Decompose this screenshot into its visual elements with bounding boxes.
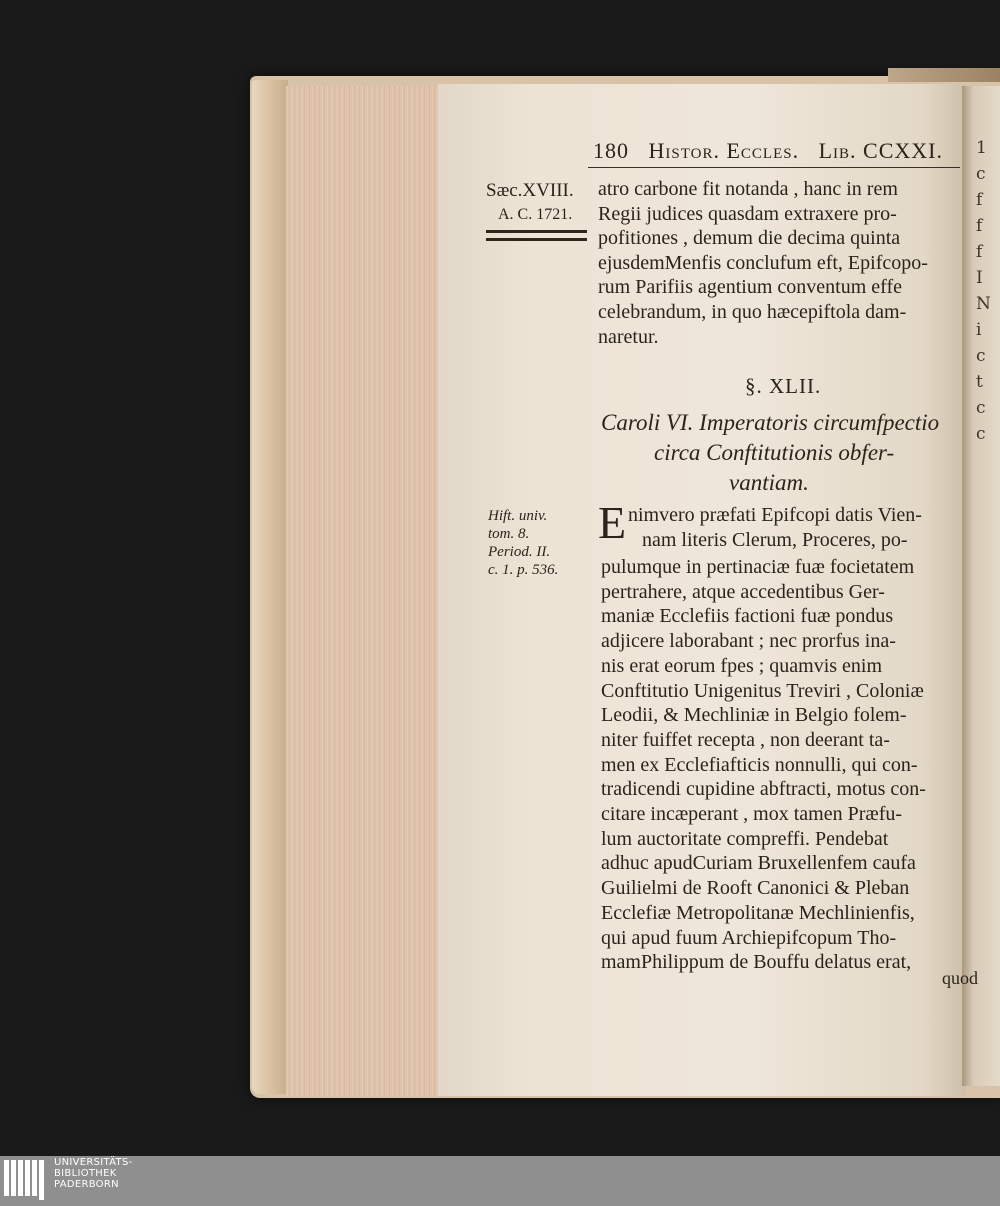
drop-cap: E: [598, 497, 627, 548]
page-edges: [286, 86, 439, 1096]
next-page-top-edge: [888, 68, 1000, 82]
body-line: atro carbone fit notanda , hanc in rem: [598, 178, 898, 200]
body-line: naretur.: [598, 325, 659, 348]
body-line: mamPhilippum de Bouffu delatus erat,: [601, 951, 912, 974]
footer-band: [0, 1156, 1000, 1206]
facing-page-letter: 1: [976, 138, 987, 158]
body-line: celebrandum, in quo hæcepiftola dam-: [598, 301, 907, 323]
facing-page-letter: c: [976, 346, 986, 366]
facing-page-letter: N: [976, 294, 991, 314]
body-line: ejusdemMenfis conclufum eft, Epifcopo-: [598, 251, 928, 274]
logo-bar: [4, 1160, 9, 1196]
margin-note-line: c. 1. p. 536.: [488, 562, 559, 578]
body-line: adhuc apudCuriam Bruxellenfem caufa: [601, 852, 916, 875]
facing-page-letter: t: [976, 372, 983, 392]
margin-note-line: tom. 8.: [488, 526, 530, 542]
facing-page-letter: i: [976, 320, 982, 340]
facing-page-letter: c: [976, 398, 986, 418]
logo-bar: [32, 1160, 37, 1196]
section-number: §. XLII.: [745, 374, 822, 398]
logo-bar: [39, 1160, 44, 1200]
facing-page-letter: c: [976, 424, 986, 444]
facing-page-letter: f: [976, 216, 983, 236]
body-line: nimvero præfati Epifcopi datis Vien-: [628, 504, 922, 526]
logo-bar: [25, 1160, 30, 1196]
margin-rule-upper: [486, 230, 587, 233]
section-title-line-3: vantiam.: [729, 470, 809, 495]
facing-page-letter: c: [976, 164, 986, 184]
library-name-line-2: BIBLIOTHEK: [54, 1168, 117, 1179]
margin-saeculum: Sæc.XVIII.: [486, 180, 574, 201]
body-line: Guilielmi de Rooft Canonici & Pleban: [601, 877, 910, 900]
body-line: adjicere laborabant ; nec prorfus ina-: [601, 630, 896, 653]
body-line: tradicendi cupidine abftracti, motus con-: [601, 778, 926, 801]
body-line: lum auctoritate compreffi. Pendebat: [601, 827, 889, 850]
section-title-line-2: circa Conftitutionis obfer-: [654, 440, 895, 465]
library-name-line-3: PADERBORN: [54, 1179, 119, 1190]
header-rule: [588, 167, 960, 168]
margin-year: A. C. 1721.: [498, 206, 573, 223]
section-title-line-1: Caroli VI. Imperatoris circumfpectio: [601, 410, 940, 435]
margin-note-line: Hift. univ.: [488, 508, 548, 524]
body-line: nam literis Clerum, Proceres, po-: [642, 528, 908, 551]
logo-bar: [18, 1160, 23, 1196]
body-line: pofitiones , demum die decima quinta: [598, 227, 901, 250]
library-name-line-1: UNIVERSITÄTS-: [54, 1157, 133, 1168]
body-line: Ecclefiæ Metropolitanæ Mechlinienfis,: [601, 901, 915, 924]
margin-rule-lower: [486, 238, 587, 241]
body-line: maniæ Ecclefiis factioni fuæ pondus: [601, 605, 894, 628]
body-line: rum Parifiis agentium conventum effe: [598, 276, 902, 299]
body-line: Regii judices quasdam extraxere pro-: [598, 202, 897, 225]
logo-bar: [11, 1160, 16, 1196]
body-line: Leodii, & Mechliniæ in Belgio folem-: [601, 704, 907, 727]
body-line: citare incæperant , mox tamen Præfu-: [601, 803, 903, 825]
facing-page-letter: I: [976, 268, 983, 288]
body-line: niter fuiffet recepta , non deerant ta-: [601, 728, 890, 751]
body-line: pertrahere, atque accedentibus Ger-: [601, 580, 885, 603]
body-line: Conftitutio Unigenitus Treviri , Coloniæ: [601, 679, 924, 702]
book-number: Lib. CCXXI.: [818, 138, 943, 163]
body-line: men ex Ecclefiafticis nonnulli, qui con-: [601, 753, 918, 776]
facing-page-edge: [962, 86, 1000, 1086]
running-header: [593, 138, 943, 164]
body-line: pulumque in pertinaciæ fuæ focietatem: [601, 556, 915, 578]
facing-page-letter: f: [976, 190, 983, 210]
running-title: Histor. Eccles.: [648, 138, 800, 163]
body-line: qui apud fuum Archiepifcopum Tho-: [601, 926, 897, 949]
body-line: nis erat eorum fpes ; quamvis enim: [601, 654, 883, 677]
facing-page-letter: f: [976, 242, 983, 262]
cover-edge: [252, 80, 288, 1094]
page-number: 180: [593, 138, 629, 163]
catchword: quod: [942, 968, 978, 988]
margin-note-line: Period. II.: [488, 544, 551, 560]
library-logo: [4, 1160, 46, 1202]
